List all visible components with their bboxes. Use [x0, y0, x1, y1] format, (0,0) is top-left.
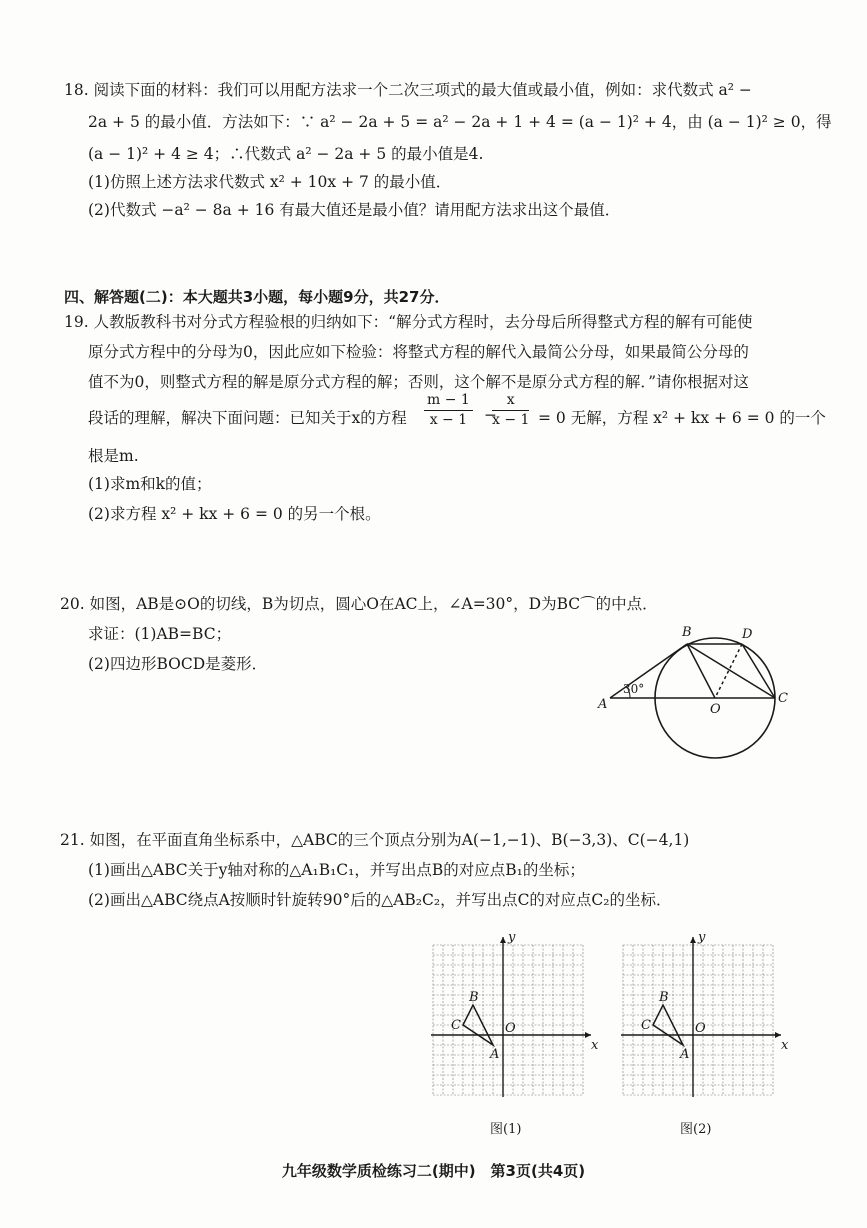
- figure-1-caption: 图(1): [490, 1122, 522, 1137]
- q19-line-4-post: = 0 无解，方程 x² + kx + 6 = 0 的一个: [538, 409, 826, 427]
- x-axis-label: x: [591, 1038, 599, 1053]
- y-axis-arrow: [690, 937, 696, 943]
- q21-part-2: (2)画出△ABC绕点A按顺时针旋转90°后的△AB₂C₂，并写出点C的对应点C₂的坐标．: [88, 891, 672, 909]
- point-c-label: C: [451, 1018, 461, 1033]
- point-b-label: B: [682, 625, 692, 640]
- q19-minus-sign: −: [484, 406, 497, 424]
- fraction-1-denominator: x − 1: [429, 412, 468, 428]
- q19-line-5: 根是m.: [88, 447, 139, 465]
- triangle-abc: [653, 1005, 683, 1045]
- point-o-label: O: [710, 702, 721, 717]
- coordinate-grid-1: [428, 930, 603, 1110]
- origin-label: O: [695, 1021, 706, 1036]
- q18-part-2: (2)代数式 −a² − 8a + 16 有最大值还是最小值？请用配方法求出这个最值．: [88, 201, 621, 219]
- fraction-1-numerator: m − 1: [424, 391, 473, 411]
- q18-line-2: 2a + 5 的最小值．方法如下：∵ a² − 2a + 5 = a² − 2a + 1 + 4 = (a − 1)² + 4，由 (a − 1)² ≥ 0，得: [88, 113, 832, 131]
- point-c-label: C: [641, 1018, 651, 1033]
- segment-dc: [742, 644, 775, 698]
- point-a-label: A: [490, 1047, 500, 1062]
- point-a-label: A: [598, 697, 608, 712]
- y-axis-label: y: [508, 930, 516, 945]
- coordinate-grid-2: [618, 930, 793, 1110]
- q21-part-1: (1)画出△ABC关于y轴对称的△A₁B₁C₁，并写出点B的对应点B₁的坐标；: [88, 861, 585, 879]
- q18-line-1: 18. 阅读下面的材料：我们可以用配方法求一个二次三项式的最大值或最小值，例如：求代数式 a² −: [64, 81, 752, 99]
- q19-fraction-2: [492, 391, 529, 430]
- section-heading: 四、解答题(二)：本大题共3小题，每小题9分，共27分．: [64, 288, 450, 306]
- origin-label: O: [505, 1021, 516, 1036]
- fraction-2-denominator: x − 1: [492, 412, 530, 428]
- segment-ab: [610, 644, 687, 698]
- q21-line-1: 21. 如图，在平面直角坐标系中，△ABC的三个顶点分别为A(−1,−1)、B(−3,3)、C(−4,1): [60, 831, 690, 849]
- q19-line-4-pre: 段话的理解，解决下面问题：已知关于x的方程: [88, 409, 407, 427]
- point-b-label: B: [659, 990, 669, 1005]
- segment-do-dashed: [715, 644, 742, 698]
- q19-line-2: 原分式方程中的分母为0，因此应如下检验：将整式方程的解代入最简公分母，如果最简公分母的: [88, 343, 749, 361]
- q19-fraction-1: [424, 391, 473, 430]
- q20-line-1: 20. 如图，AB是⊙O的切线，B为切点，圆心O在AC上，∠A=30°，D为BC⌒的中点．: [60, 595, 658, 613]
- q18-line-3: (a − 1)² + 4 ≥ 4；∴代数式 a² − 2a + 5 的最小值是4.: [88, 145, 484, 163]
- q19-line-3: 值不为0，则整式方程的解是原分式方程的解；否则，这个解不是原分式方程的解．”请你根据对这: [88, 373, 750, 391]
- q19-part-2: (2)求方程 x² + kx + 6 = 0 的另一个根。: [88, 505, 381, 523]
- q19-line-1: 19. 人教版教科书对分式方程验根的归纳如下：“解分式方程时，去分母后所得整式方程的解有可能使: [64, 313, 753, 331]
- y-axis-arrow: [500, 937, 506, 943]
- y-axis-label: y: [698, 930, 706, 945]
- point-c-label: C: [778, 691, 788, 706]
- fraction-2-numerator: x: [492, 391, 529, 411]
- triangle-abc: [463, 1005, 493, 1045]
- q20-line-3: (2)四边形BOCD是菱形．: [88, 655, 268, 673]
- angle-label: 30°: [623, 682, 645, 696]
- point-a-label: A: [680, 1047, 690, 1062]
- q18-part-1: (1)仿照上述方法求代数式 x² + 10x + 7 的最小值．: [88, 173, 452, 191]
- point-b-label: B: [469, 990, 479, 1005]
- figure-2-caption: 图(2): [680, 1122, 712, 1137]
- q20-circle-figure: [580, 612, 810, 762]
- point-d-label: D: [742, 627, 753, 642]
- page-footer: 九年级数学质检练习二(期中) 第3页(共4页): [281, 1162, 586, 1180]
- q20-line-2: 求证：(1)AB=BC；: [88, 625, 232, 643]
- x-axis-label: x: [781, 1038, 789, 1053]
- q19-part-1: (1)求m和k的值；: [88, 475, 212, 493]
